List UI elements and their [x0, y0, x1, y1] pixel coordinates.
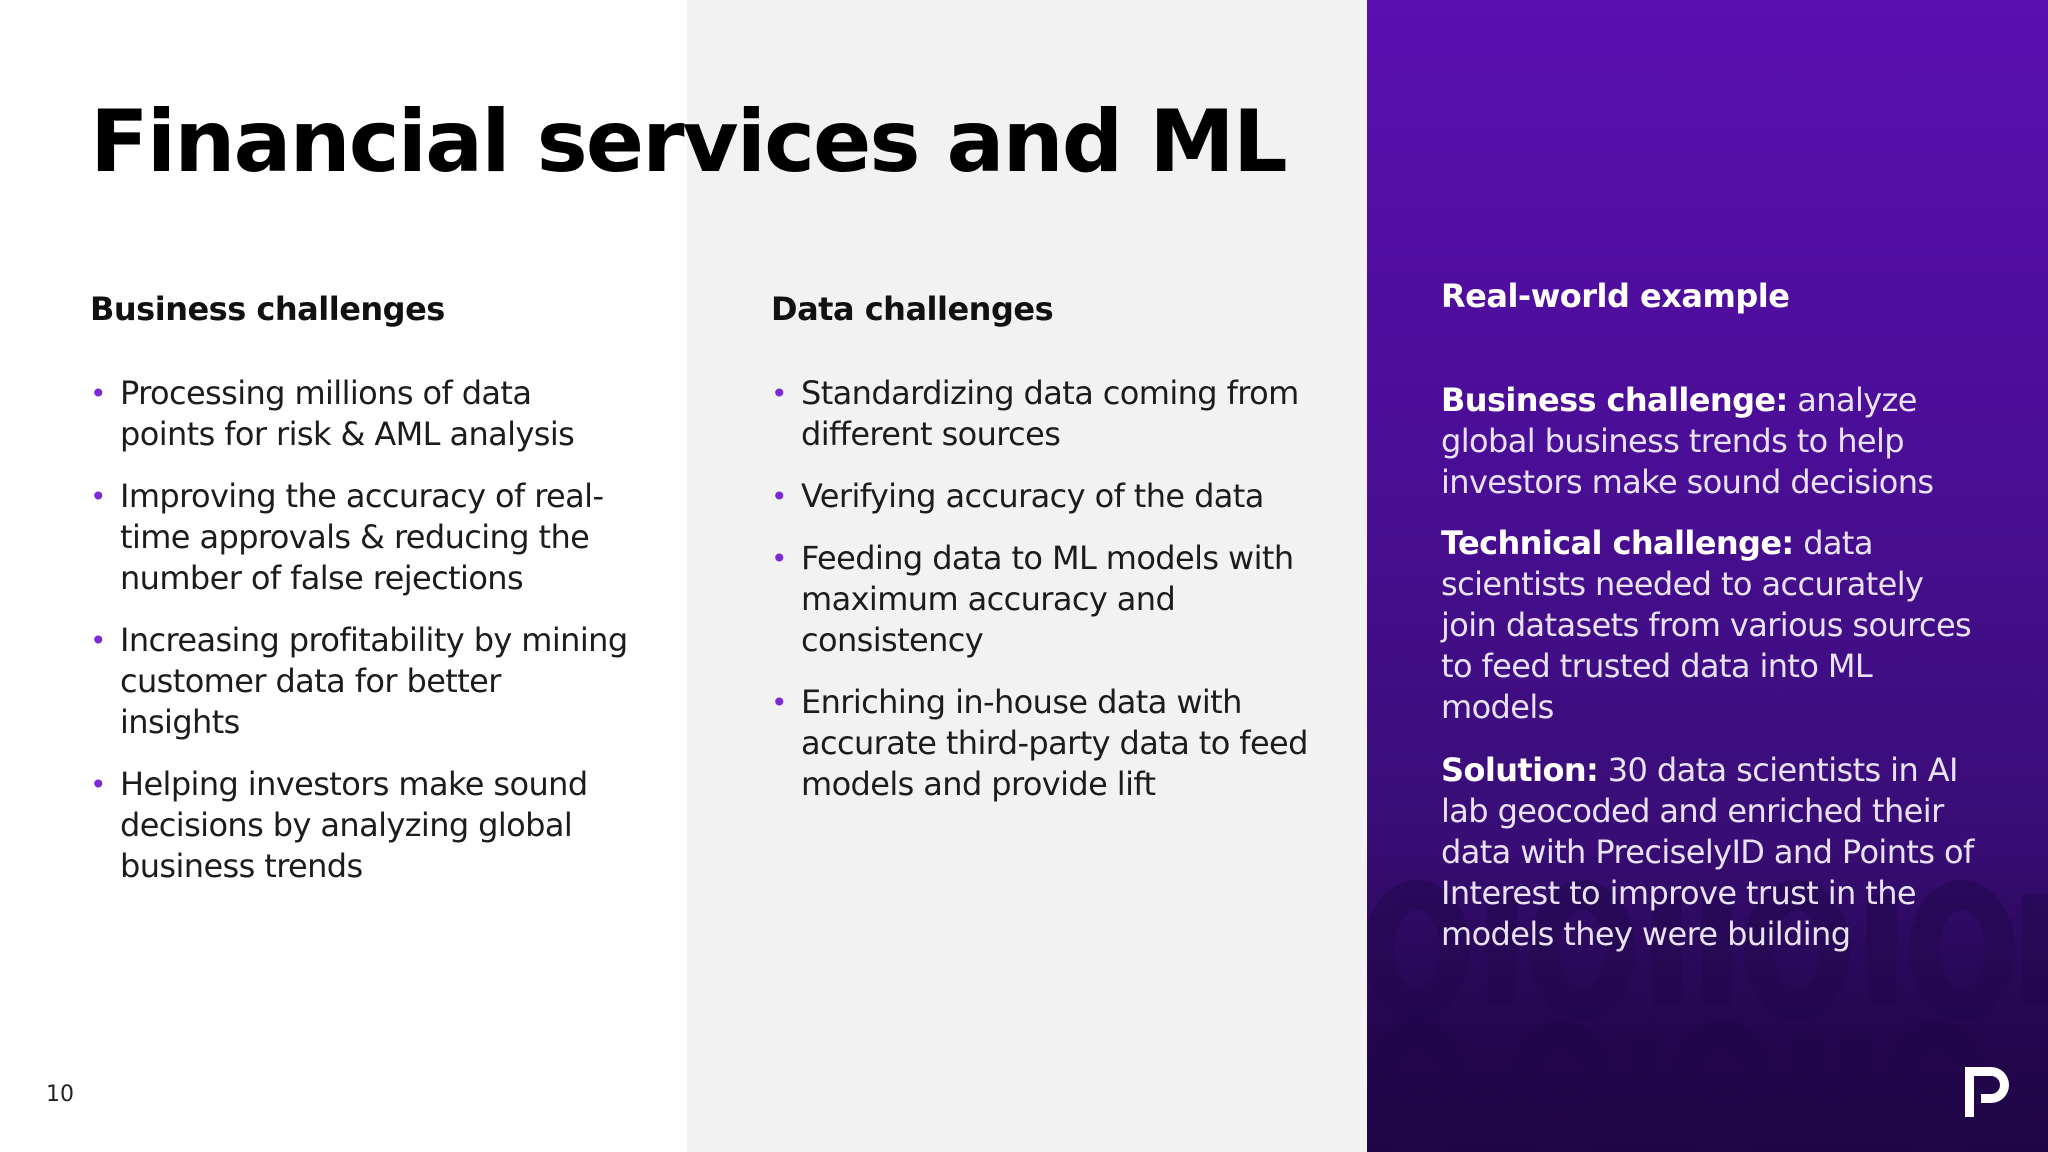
list-item-text: Improving the accuracy of real-time approvals & reducing the number of false rejections [120, 477, 604, 597]
bullet-dot-icon: • [90, 768, 106, 801]
list-item [771, 476, 1311, 517]
list-item-text: Standardizing data coming from different sources [801, 374, 1299, 453]
bullet-dot-icon: • [90, 377, 106, 410]
list-item [90, 620, 630, 743]
brand-p-logo-icon [1963, 1063, 2013, 1119]
page-number: 10 [46, 1082, 74, 1107]
bullet-dot-icon: • [771, 686, 787, 719]
bullet-dot-icon: • [90, 624, 106, 657]
list-item-text: Feeding data to ML models with maximum accuracy and consistency [801, 539, 1294, 659]
business-challenge-label: Business challenge: [1441, 381, 1788, 419]
list-item [90, 476, 630, 599]
real-world-example-heading: Real-world example [1441, 277, 1790, 315]
list-item [771, 538, 1311, 661]
solution-paragraph [1441, 750, 1981, 955]
bullet-dot-icon: • [771, 377, 787, 410]
business-challenge-paragraph [1441, 380, 1981, 503]
page-title: Financial services and ML [90, 92, 1286, 192]
bullet-dot-icon: • [771, 542, 787, 575]
list-item-text: Verifying accuracy of the data [801, 477, 1264, 515]
solution-text: 30 data scientists in AI lab geocoded and enriched their data with PreciselyID and Points of Interest to improve trust in the models they were building [1441, 751, 1974, 953]
list-item [771, 373, 1311, 455]
bullet-dot-icon: • [90, 480, 106, 513]
list-item-text: Increasing profitability by mining customer data for better insights [120, 621, 628, 741]
list-item [90, 373, 630, 455]
data-challenges-list [771, 373, 1311, 826]
list-item-text: Helping investors make sound decisions by analyzing global business trends [120, 765, 588, 885]
business-challenge-text: analyze global business trends to help investors make sound decisions [1441, 381, 1934, 501]
solution-label: Solution: [1441, 751, 1599, 789]
list-item-text: Processing millions of data points for risk & AML analysis [120, 374, 575, 453]
business-challenges-heading: Business challenges [90, 290, 445, 328]
list-item [771, 682, 1311, 805]
list-item-text: Enriching in-house data with accurate third-party data to feed models and provide lift [801, 683, 1308, 803]
bullet-dot-icon: • [771, 480, 787, 513]
technical-challenge-text: data scientists needed to accurately join datasets from various sources to feed trusted data into ML models [1441, 524, 1972, 726]
technical-challenge-paragraph [1441, 523, 1981, 728]
technical-challenge-label: Technical challenge: [1441, 524, 1794, 562]
list-item [90, 764, 630, 887]
business-challenges-list [90, 373, 630, 908]
data-challenges-heading: Data challenges [771, 290, 1054, 328]
